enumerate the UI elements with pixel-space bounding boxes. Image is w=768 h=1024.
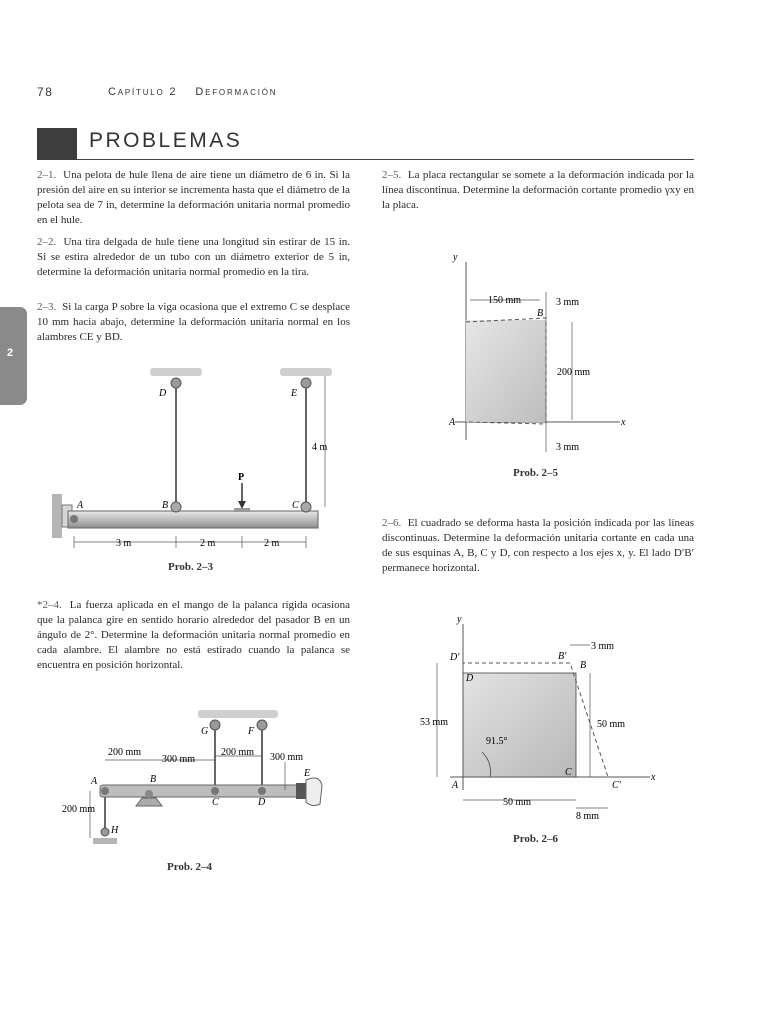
problem-number: *2–4. <box>37 599 62 611</box>
label-C-prime: C′ <box>612 780 621 791</box>
figure-prob-2-3 <box>40 360 340 560</box>
label-A: A <box>77 500 84 511</box>
figure-prob-2-5 <box>440 250 640 460</box>
problem-2-2 <box>37 235 350 280</box>
caption-prob-2-3: Prob. 2–3 <box>168 561 214 573</box>
problem-number: 2–6. <box>382 517 402 529</box>
chapter-title: Deformación <box>195 86 278 98</box>
dim-3m: 3 m <box>116 538 132 549</box>
problem-2-4 <box>37 598 350 673</box>
problem-text: El cuadrado se deforma hasta la posición indicada por las líneas discontinuas. Determine la deformación unitaria cortante en cada una de sus esquinas A, B, C y D, con respecto a los ejes x, y. El lado D′B′ permanece horizontal. <box>382 517 695 574</box>
dim-4m: 4 m <box>312 442 328 453</box>
problem-text: La placa rectangular se somete a la deformación indicada por la línea discontinua. Determine la deformación cortante promedio γxy en la placa. <box>382 169 694 211</box>
label-x: x <box>621 417 626 428</box>
angle-label: 91.5° <box>486 736 508 747</box>
dim-50mm-bottom: 50 mm <box>503 797 532 808</box>
caption-prob-2-4: Prob. 2–4 <box>167 861 213 873</box>
chapter-tab <box>0 307 27 405</box>
problem-2-3 <box>37 300 350 345</box>
dim-300mm-b: 300 mm <box>270 752 304 763</box>
caption-prob-2-6: Prob. 2–6 <box>513 833 559 845</box>
label-y: y <box>457 614 462 625</box>
label-D: D <box>159 388 167 399</box>
running-header <box>108 86 295 98</box>
problem-text: Una pelota de hule llena de aire tiene un diámetro de 6 in. Si la presión del aire en su interior se incrementa hasta que el diámetro de la pelota sea de 7 in, determine la deformación unitaria normal promedio en el hule. <box>37 169 350 226</box>
label-D: D <box>258 797 266 808</box>
dim-200mm-b: 200 mm <box>221 747 255 758</box>
problem-2-6 <box>382 516 694 576</box>
problem-number: 2–3. <box>37 301 57 313</box>
label-A: A <box>91 776 98 787</box>
section-bar <box>37 128 77 160</box>
problem-2-1 <box>37 168 350 228</box>
figure-prob-2-6 <box>410 610 670 830</box>
caption-prob-2-5: Prob. 2–5 <box>513 467 559 479</box>
figure-prob-2-4 <box>60 700 340 855</box>
dim-2m-a: 2 m <box>200 538 216 549</box>
label-y: y <box>453 252 458 263</box>
chapter-label: Capítulo 2 <box>108 86 178 98</box>
label-B: B <box>162 500 169 511</box>
label-B-prime: B′ <box>558 651 567 662</box>
label-D: D <box>466 673 474 684</box>
label-C: C <box>292 500 299 511</box>
problem-number: 2–5. <box>382 169 402 181</box>
label-D-prime: D′ <box>450 652 460 663</box>
chapter-tab-label: 2 <box>7 347 14 359</box>
label-E: E <box>291 388 298 399</box>
dim-8mm: 8 mm <box>576 811 600 822</box>
label-C: C <box>565 767 572 778</box>
label-G: G <box>201 726 209 737</box>
dim-200mm-a: 200 mm <box>108 747 142 758</box>
label-H: H <box>111 825 119 836</box>
dim-3mm-bottom: 3 mm <box>556 442 580 453</box>
label-P: P <box>238 472 245 483</box>
label-A: A <box>452 780 459 791</box>
problem-text: Si la carga P sobre la viga ocasiona que el extremo C se desplace 10 mm hacia abajo, determine la deformación unitaria normal en los alambres CE y BD. <box>37 301 350 343</box>
dim-3mm: 3 mm <box>591 641 615 652</box>
problem-2-5 <box>382 168 694 213</box>
dim-300mm-a: 300 mm <box>162 754 196 765</box>
dim-200mm: 200 mm <box>557 367 591 378</box>
section-rule <box>77 159 694 160</box>
label-A: A <box>449 417 456 428</box>
label-x: x <box>651 772 656 783</box>
dim-53mm: 53 mm <box>420 717 449 728</box>
label-E: E <box>304 768 311 779</box>
label-F: F <box>248 726 255 737</box>
problem-text: Una tira delgada de hule tiene una longitud sin estirar de 15 in. Si se estira alrededor de un tubo con un diámetro exterior de 5 in, determine la deformación unitaria normal promedio en la tira. <box>37 236 350 278</box>
label-C: C <box>212 797 219 808</box>
label-B: B <box>150 774 157 785</box>
problem-text: La fuerza aplicada en el mango de la palanca rígida ocasiona que la palanca gire en sentido horario alrededor del pasador B en un ángulo de 2°. Determine la deformación unitaria normal promedio en cada alambre. El alambre no está estirado cuando la palanca se encuentra en posición horizontal. <box>37 599 351 671</box>
page-number: 78 <box>37 85 54 99</box>
dim-200mm-c: 200 mm <box>62 804 96 815</box>
label-B: B <box>537 308 544 319</box>
dim-150mm: 150 mm <box>488 295 522 306</box>
label-B: B <box>580 660 587 671</box>
dim-2m-b: 2 m <box>264 538 280 549</box>
problem-number: 2–2. <box>37 236 57 248</box>
dim-3mm-top: 3 mm <box>556 297 580 308</box>
problem-number: 2–1. <box>37 169 57 181</box>
dim-50mm-right: 50 mm <box>597 719 626 730</box>
section-title: PROBLEMAS <box>89 129 243 152</box>
